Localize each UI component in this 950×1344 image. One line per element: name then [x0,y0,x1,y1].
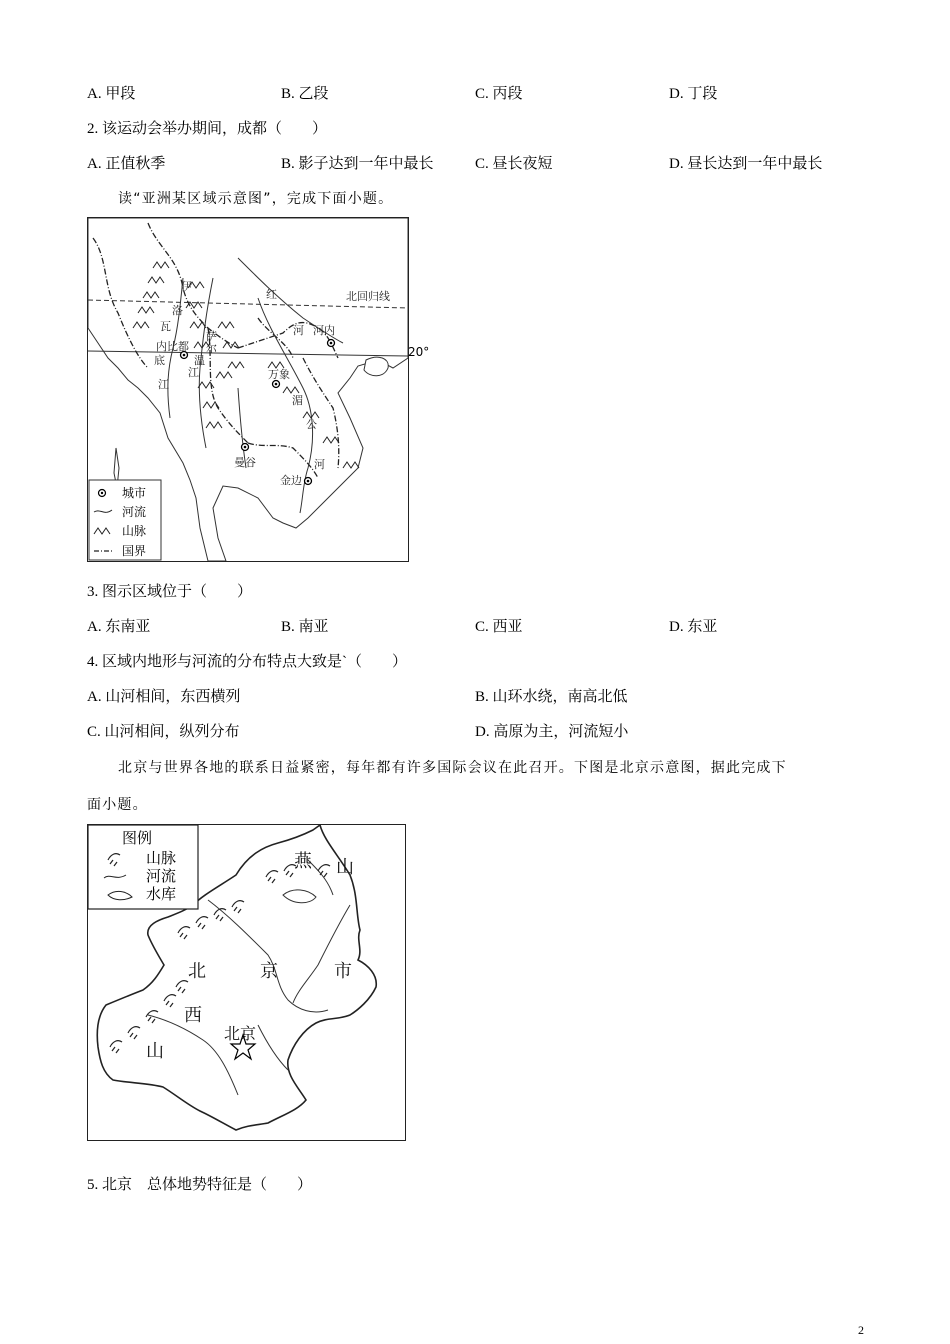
intro-beijing-line2: 面小题。 [87,797,148,813]
label-shan2: 山 [146,1041,164,1062]
label-yi: 伊 [181,280,192,293]
q2-option-c: C. 昼长夜短 [475,156,553,172]
label-bangkok: 曼谷 [234,456,256,469]
tropic-label: 北回归线 [346,290,390,303]
legend-title: 图例 [122,829,153,847]
legend-river: 河流 [122,505,147,519]
q3-stem: 3. 图示区域位于（ ） [87,584,253,600]
legend-border: 国界 [122,544,147,558]
legend-river-bj: 河流 [146,867,177,885]
q2-stem: 2. 该运动会举办期间，成都（ ） [87,121,328,137]
label-vientiane: 万象 [268,368,290,381]
q1-option-d: D. 丁段 [669,86,718,102]
q1-option-c: C. 丙段 [475,86,523,102]
label-shan1: 山 [336,857,354,878]
q3-option-a: A. 东南亚 [87,619,151,635]
q1-option-a: A. 甲段 [87,86,136,102]
q4-option-b: B. 山环水绕，南高北低 [475,689,628,705]
label-jing: 京 [260,961,278,982]
legend-city: 城市 [122,486,147,500]
label-bei: 北 [188,961,206,982]
q2-option-b: B. 影子达到一年中最长 [281,156,434,172]
q2-option-d: D. 昼长达到一年中最长 [669,156,823,172]
label-naypyidaw: 内比都 [156,340,189,353]
label-beijing: 北京 [224,1024,257,1043]
q4-option-a: A. 山河相间，东西横列 [87,689,241,705]
legend-mountain: 山脉 [122,524,147,538]
q2-option-a: A. 正值秋季 [87,156,166,172]
label-luo: 洛 [172,304,183,317]
label-wa: 瓦 [160,320,171,333]
intro-beijing-line1: 北京与世界各地的联系日益紧密，每年都有许多国际会议在此召开。下图是北京示意图，据此完成下 [118,760,787,776]
intro-asia: 读“亚洲某区域示意图”，完成下面小题。 [118,191,394,207]
label-shi: 市 [334,961,352,982]
label-jiang2: 江 [188,366,199,379]
beijing-map [87,824,406,1141]
label-yan: 燕 [294,851,312,872]
q3-option-b: B. 南亚 [281,619,329,635]
q3-option-d: D. 东亚 [669,619,718,635]
label-hanoi: 河内 [313,324,335,337]
q1-option-b: B. 乙段 [281,86,329,102]
label-er: 尔 [206,342,217,355]
label-jiang: 江 [158,378,169,391]
label-xi: 西 [184,1005,202,1026]
label-he2: 河 [314,458,325,471]
q4-stem: 4. 区域内地形与河流的分布特点大致是`（ ） [87,654,407,670]
asia-region-map [87,217,409,562]
label-phnompenh: 金边 [280,474,302,487]
page-number: 2 [858,1323,864,1337]
legend-mountain-bj: 山脉 [146,849,177,867]
lat20-outside-label: 20° [408,345,430,359]
label-wen: 温 [194,354,205,367]
label-gong: 公 [306,418,317,431]
legend-reservoir-bj: 水库 [146,885,177,903]
beijing-legend [88,825,198,909]
label-he: 河 [293,324,304,337]
q3-option-c: C. 西亚 [475,619,523,635]
q4-option-c: C. 山河相间，纵列分布 [87,724,240,740]
label-hong: 红 [266,288,277,301]
label-mei: 湄 [292,394,303,407]
label-di: 底 [154,354,165,367]
q4-option-d: D. 高原为主，河流短小 [475,724,629,740]
q5-stem: 5. 北京 总体地势特征是（ ） [87,1177,313,1193]
label-sa: 萨 [206,330,217,343]
asia-legend [89,480,161,560]
